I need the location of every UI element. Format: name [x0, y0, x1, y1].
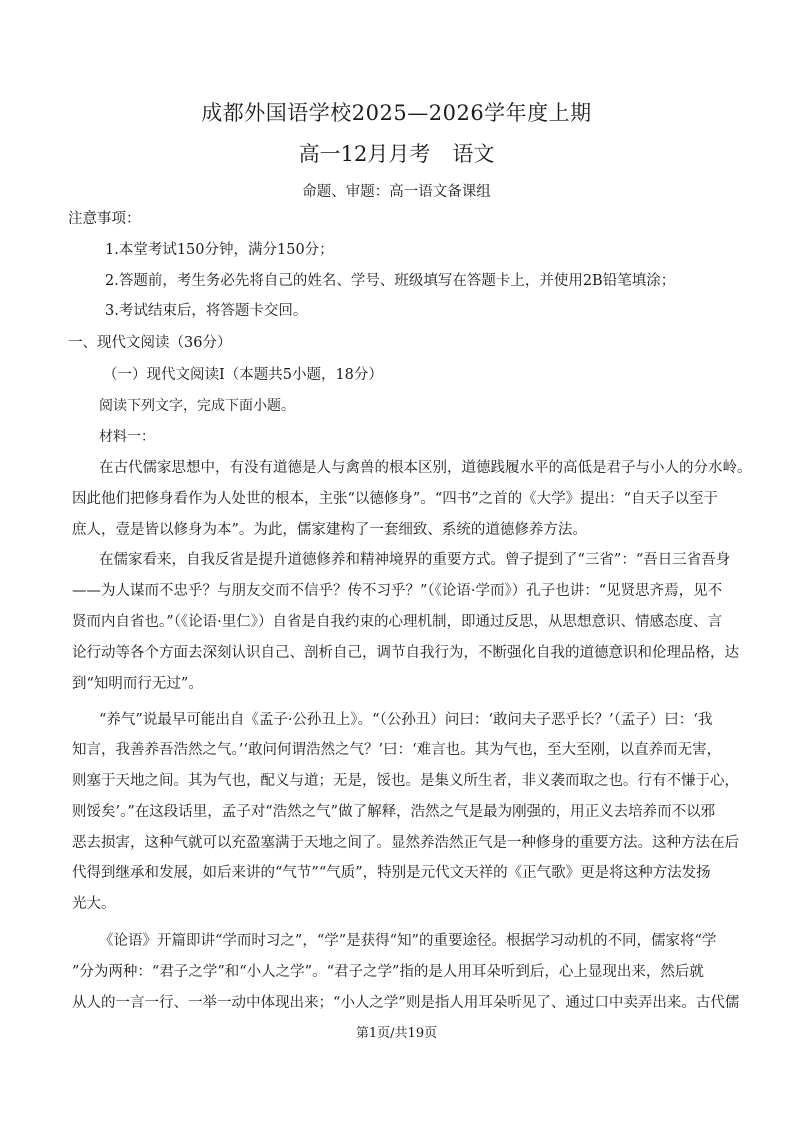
passage-line: 代得到继承和发展，如后来讲的“气节”“气质”，特别是元代文天祥的《正气歌》更是将这种方法发扬 [72, 865, 711, 881]
page-number: 第1页/共19页 [355, 1026, 438, 1041]
subsection-heading: （一）现代文阅读Ⅰ（本题共5小题，18分） [103, 367, 383, 383]
passage-line: 论行动等各个方面去深刻认识自己、剖析自己，调节自我行为，不断强化自我的道德意识和伦理品格，达 [72, 645, 739, 661]
exam-subject: 语文 [452, 142, 495, 166]
passage-line: 知言，我善养吾浩然之气。’‘敢问何谓浩然之气？’曰：‘难言也。其为气也，至大至刚，以直养而无害， [72, 742, 722, 758]
passage-line: 从人的一言一行、一举一动中体现出来；“小人之学”则是指人用耳朵听见了、通过口中卖弄出来。古代儒 [72, 995, 740, 1011]
exam-name: 高一12月月考 [298, 142, 431, 166]
passage-line: 到“知明而行无过”。 [72, 676, 203, 692]
exam-authors: 命题、审题：高一语文备课组 [302, 184, 491, 200]
notice-item: 2.答题前，考生务必先将自己的姓名、学号、班级填写在答题卡上，并使用2B铅笔填涂； [105, 273, 676, 289]
passage-line: “养气”说最早可能出自《孟子·公孙丑上》。“（公孙丑）问曰：‘敢问夫子恶乎长？’（孟子）曰：‘我 [99, 712, 713, 728]
passage-line: 在古代儒家思想中，有没有道德是人与禽兽的根本区别，道德践履水平的高低是君子与小人的分水岭。 [99, 460, 752, 476]
reading-instruction: 阅读下列文字，完成下面小题。 [99, 398, 295, 414]
passage-line: ”分为两种：“君子之学”和“小人之学”。“君子之学”指的是人用耳朵听到后，心上显现出来，然后就 [72, 964, 704, 980]
passage-line: 在儒家看来，自我反省是提升道德修养和精神境界的重要方式。曾子提到了“三省”：“吾日三省吾身 [99, 552, 731, 568]
passage-line: 恶去损害，这种气就可以充盈塞满于天地之间了。显然养浩然正气是一种修身的重要方法。这种方法在后 [72, 835, 739, 851]
passage-line: 则馁矣’。”在这段话里，孟子对“浩然之气”做了解释，浩然之气是最为刚强的，用正义去培养而不以邪 [72, 804, 716, 820]
passage-line: 贤而内自省也。”（《论语·里仁》）自省是自我约束的心理机制，即通过反思，从思想意识、情感态度、言 [72, 614, 723, 630]
notice-item: 1.本堂考试150分钟，满分150分； [105, 242, 334, 258]
passage-line: 庶人，壹是皆以修身为本”。为此，儒家建构了一套细致、系统的道德修养方法。 [72, 522, 587, 538]
passage-line: 则塞于天地之间。其为气也，配义与道；无是，馁也。是集义所生者，非义袭而取之也。行有不慊于心， [72, 773, 739, 789]
section-heading: 一、现代文阅读（36分） [68, 335, 232, 351]
notice-heading: 注意事项： [68, 211, 141, 227]
passage-line: ——为人谋而不忠乎？与朋友交而不信乎？传不习乎？”（《论语·学而》）孔子也讲：“见贤思齐焉，见不 [72, 583, 723, 599]
exam-title [0, 138, 793, 168]
school-title: 成都外国语学校2025—2026学年度上期 [201, 101, 592, 125]
passage-line: 光大。 [72, 896, 116, 912]
passage-line: 《论语》开篇即讲“学而时习之”，“学”是获得“知”的重要途径。根据学习动机的不同，儒家将“学 [99, 933, 717, 949]
notice-item: 3.考试结束后，将答题卡交回。 [105, 303, 308, 319]
passage-line: 因此他们把修身看作为人处世的根本，主张“以德修身”。“四书”之首的《大学》提出：“自天子以至于 [72, 491, 719, 507]
material-label: 材料一： [99, 429, 155, 445]
